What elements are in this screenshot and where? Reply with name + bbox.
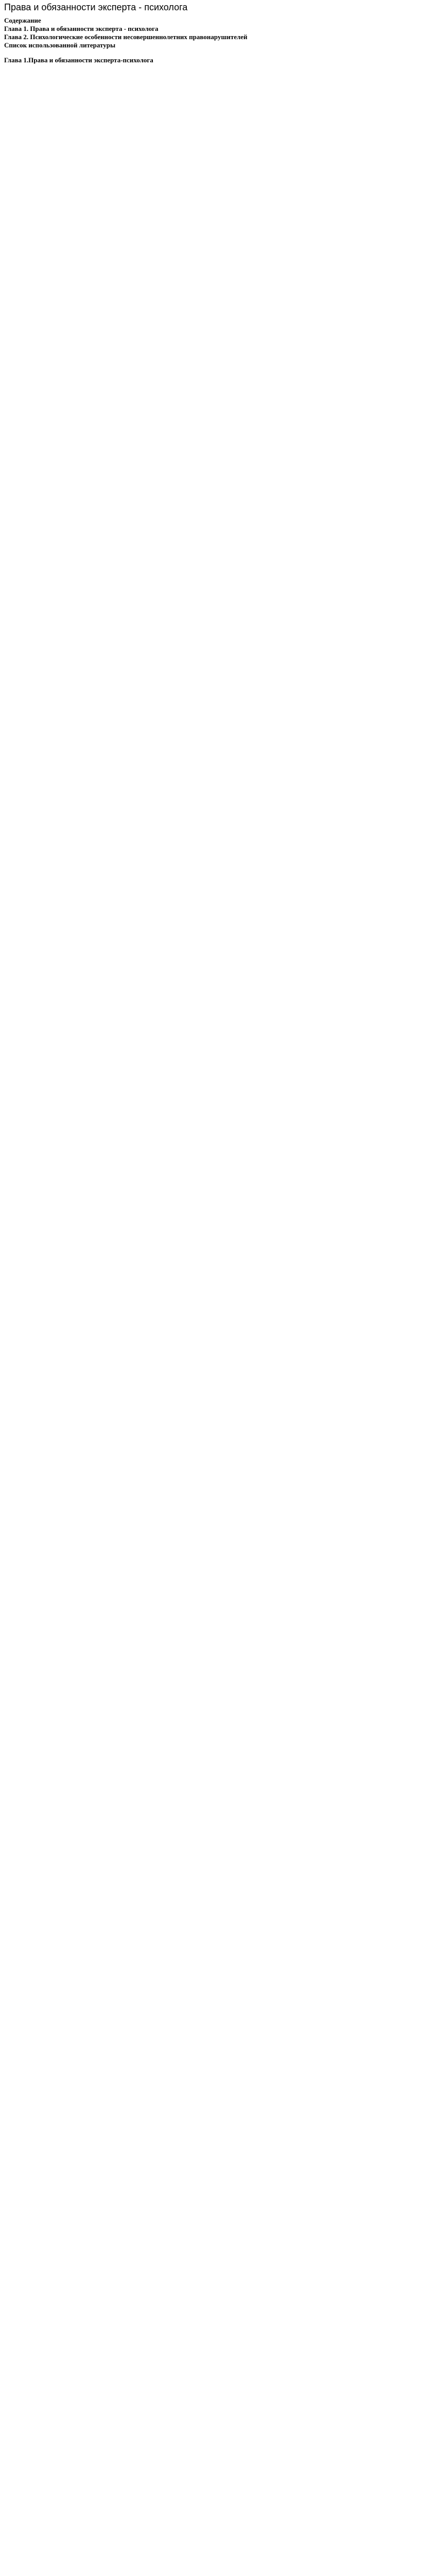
toc-item-chapter-1[interactable]: Глава 1. Права и обязанности эксперта - психолога (4, 24, 159, 32)
toc-item-chapter-2[interactable]: Глава 2. Психологические особенности несовершеннолетних правонарушителей (4, 33, 248, 41)
article-body (4, 66, 433, 2576)
toc-item-references[interactable]: Список использованной литературы (4, 41, 116, 49)
toc-heading: Содержание (4, 16, 41, 24)
chapter-1-heading: Глава 1.Права и обязанности эксперта-психолога (4, 56, 153, 64)
table-of-contents (4, 16, 433, 50)
document-title: Права и обязанности эксперта - психолога (4, 2, 188, 12)
